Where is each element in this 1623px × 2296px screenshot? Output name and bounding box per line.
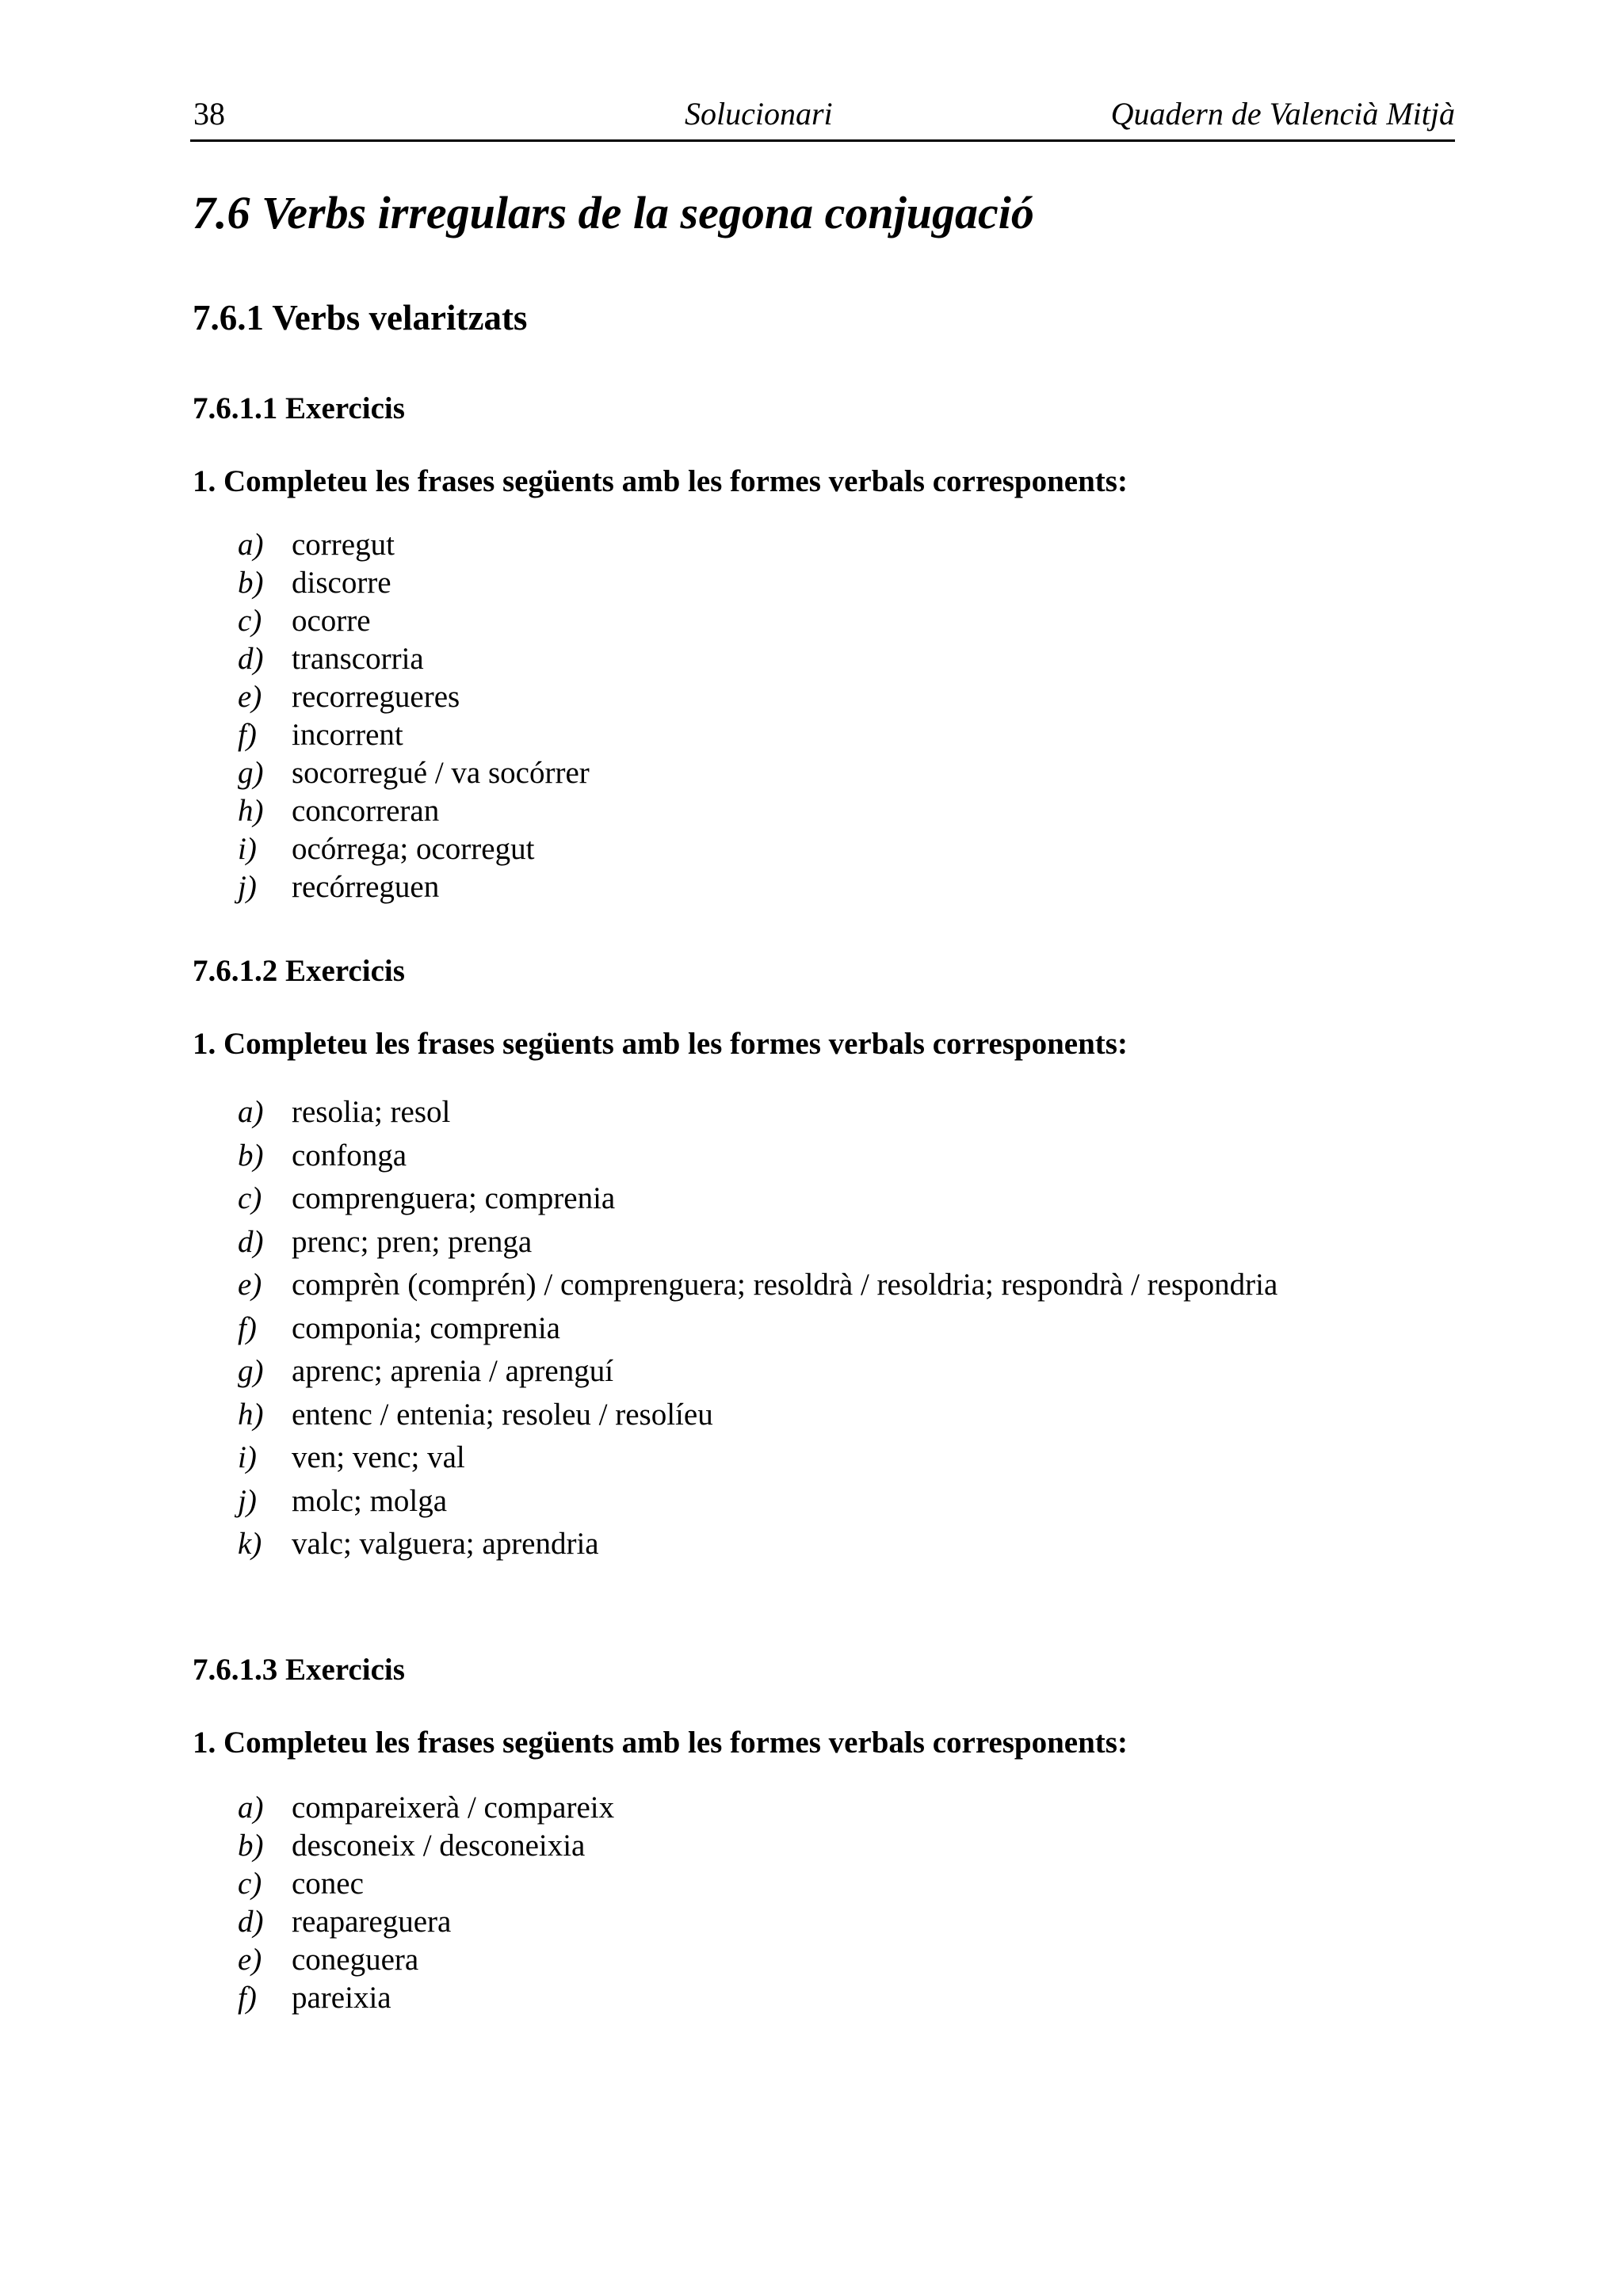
answer-letter: b): [238, 1829, 264, 1863]
exercise-question: 1. Completeu les frases següents amb les formes verbals corresponents:: [193, 1027, 1128, 1061]
answer-letter: g): [238, 1354, 264, 1388]
answer-item: [238, 1941, 614, 1979]
answer-text: ven; venc; val: [292, 1440, 465, 1474]
answer-text: incorrent: [292, 718, 403, 752]
answer-item: [238, 564, 590, 602]
answer-letter: h): [238, 794, 264, 828]
answer-item: [238, 602, 590, 640]
answer-text: corregut: [292, 528, 395, 562]
answer-item: [238, 640, 590, 678]
answer-letter: c): [238, 604, 262, 638]
answer-text: discorre: [292, 566, 391, 600]
answer-letter: g): [238, 756, 264, 790]
answer-text: comprenguera; comprenia: [292, 1181, 616, 1215]
answer-item: [238, 1177, 1277, 1221]
page-header: [190, 89, 1455, 142]
answer-text: valc; valguera; aprendria: [292, 1527, 599, 1561]
answer-text: molc; molga: [292, 1483, 448, 1518]
answer-text: compareixerà / compareix: [292, 1791, 615, 1825]
answer-letter: e): [238, 1943, 262, 1977]
answer-letter: d): [238, 1905, 264, 1939]
answer-list: [238, 1091, 1277, 1566]
answer-item: [238, 1523, 1277, 1566]
answer-letter: f): [238, 1981, 257, 2015]
answer-letter: j): [238, 870, 257, 904]
answer-letter: h): [238, 1397, 264, 1432]
answer-letter: f): [238, 718, 257, 752]
answer-text: ocorre: [292, 604, 371, 638]
answer-text: recórreguen: [292, 870, 440, 904]
answer-text: conec: [292, 1867, 364, 1901]
answer-item: [238, 1394, 1277, 1437]
answer-text: resolia; resol: [292, 1095, 451, 1129]
answer-letter: c): [238, 1867, 262, 1901]
section-title: 7.6.1 Verbs velaritzats: [193, 298, 528, 338]
answer-text: comprèn (comprén) / comprenguera; resoldrà / resoldria; respondrà / respondria: [292, 1268, 1278, 1302]
answer-letter: a): [238, 1791, 264, 1825]
answer-list: [238, 526, 590, 906]
exercise-question: 1. Completeu les frases següents amb les formes verbals corresponents:: [193, 464, 1128, 498]
answer-letter: b): [238, 566, 264, 600]
answer-letter: d): [238, 642, 264, 676]
page-number: 38: [193, 96, 225, 132]
answer-item: [238, 1307, 1277, 1351]
answer-letter: c): [238, 1181, 262, 1215]
answer-text: pareixia: [292, 1981, 391, 2015]
answer-item: [238, 1979, 614, 2017]
answer-text: entenc / entenia; resoleu / resolíeu: [292, 1397, 713, 1432]
answer-letter: a): [238, 1095, 264, 1129]
chapter-title: 7.6 Verbs irregulars de la segona conjugació: [193, 187, 1034, 238]
header-right-title: Quadern de Valencià Mitjà: [1110, 96, 1455, 132]
subsection-title: 7.6.1.2 Exercicis: [193, 954, 405, 988]
answer-text: recorregueres: [292, 680, 460, 714]
answer-item: [238, 754, 590, 792]
answer-text: aprenc; aprenia / aprenguí: [292, 1354, 614, 1388]
answer-text: ocórrega; ocorregut: [292, 832, 535, 866]
answer-letter: i): [238, 832, 257, 866]
answer-text: confonga: [292, 1138, 407, 1173]
answer-item: [238, 1789, 614, 1827]
answer-letter: i): [238, 1440, 257, 1474]
exercise-question: 1. Completeu les frases següents amb les formes verbals corresponents:: [193, 1726, 1128, 1760]
header-center-title: Solucionari: [685, 96, 833, 132]
answer-letter: a): [238, 528, 264, 562]
answer-item: [238, 1480, 1277, 1524]
answer-item: [238, 716, 590, 754]
answer-item: [238, 1221, 1277, 1264]
answer-item: [238, 1436, 1277, 1480]
answer-text: socorregué / va socórrer: [292, 756, 590, 790]
subsection-title: 7.6.1.1 Exercicis: [193, 391, 405, 425]
answer-item: [238, 1091, 1277, 1135]
answer-text: transcorria: [292, 642, 424, 676]
answer-item: [238, 1865, 614, 1903]
answer-letter: d): [238, 1224, 264, 1259]
answer-item: [238, 1135, 1277, 1178]
answer-text: reapareguera: [292, 1905, 452, 1939]
answer-item: [238, 678, 590, 716]
answer-letter: f): [238, 1310, 257, 1345]
answer-item: [238, 868, 590, 906]
subsection-title: 7.6.1.3 Exercicis: [193, 1653, 405, 1687]
answer-item: [238, 1264, 1277, 1307]
answer-text: desconeix / desconeixia: [292, 1829, 586, 1863]
answer-item: [238, 1903, 614, 1941]
answer-letter: j): [238, 1483, 257, 1518]
answer-text: coneguera: [292, 1943, 419, 1977]
answer-text: componia; comprenia: [292, 1310, 560, 1345]
answer-item: [238, 526, 590, 564]
answer-text: concorreran: [292, 794, 440, 828]
answer-letter: k): [238, 1527, 262, 1561]
answer-letter: e): [238, 1268, 262, 1302]
answer-text: prenc; pren; prenga: [292, 1224, 533, 1259]
answer-letter: e): [238, 680, 262, 714]
answer-item: [238, 830, 590, 868]
answer-item: [238, 792, 590, 830]
answer-item: [238, 1350, 1277, 1394]
answer-item: [238, 1827, 614, 1865]
answer-list: [238, 1789, 614, 2017]
answer-letter: b): [238, 1138, 264, 1173]
